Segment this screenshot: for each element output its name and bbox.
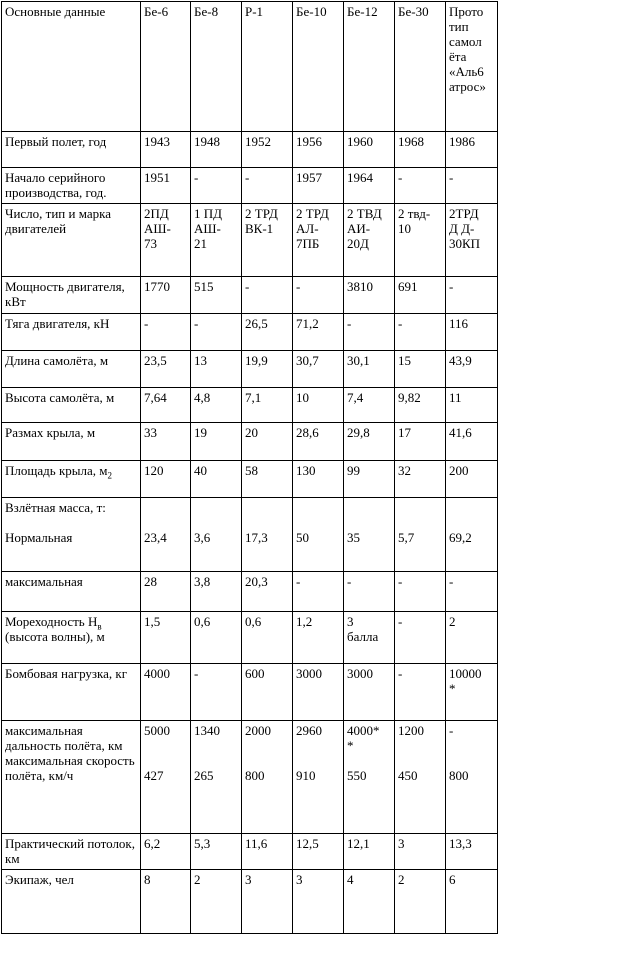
table-row [2,314,498,351]
table-cell: 11 [446,388,498,423]
table-cell: 4000* * 550 [344,721,395,834]
table-row [2,277,498,314]
table-cell: 1956 [293,132,344,168]
table-cell: - [395,314,446,351]
table-cell: 7,4 [344,388,395,423]
row-label-text: Бомбовая нагрузка, кг [5,666,128,681]
table-cell: 120 [141,461,191,498]
table-cell: 33 [141,423,191,461]
row-label [2,870,141,934]
table-cell: 1943 [141,132,191,168]
table-cell: 2000 800 [242,721,293,834]
row-label [2,461,141,498]
table-cell: - [395,572,446,612]
table-cell: 1,2 [293,612,344,664]
table-cell: 7,1 [242,388,293,423]
header-cell-model: Прото тип самол ёта «Аль6 атрос» [446,2,498,132]
row-label-text: Экипаж, чел [5,872,74,887]
table-cell: 32 [395,461,446,498]
table-cell: - [395,612,446,664]
table-body [2,2,498,934]
table-row [2,388,498,423]
table-cell: 2ПД АШ- 73 [141,204,191,277]
table-cell: 116 [446,314,498,351]
row-label-suffix: (высота волны), м [5,629,105,644]
table-cell: 200 [446,461,498,498]
table-cell: 1986 [446,132,498,168]
table-cell: 35 [344,498,395,572]
table-cell: 600 [242,664,293,721]
table-cell: 2 ТРД АЛ- 7ПБ [293,204,344,277]
table-cell: - [446,572,498,612]
table-row [2,572,498,612]
table-cell: - [446,277,498,314]
row-label [2,612,141,664]
table-cell: 40 [191,461,242,498]
table-cell: 20 [242,423,293,461]
table-cell: 3,6 [191,498,242,572]
row-label-text: Размах крыла, м [5,425,96,440]
row-label [2,388,141,423]
table-row [2,204,498,277]
row-label [2,834,141,870]
row-label-text: Площадь крыла, м [5,463,108,478]
table-cell: - 800 [446,721,498,834]
table-cell: - [141,314,191,351]
specifications-table [1,1,498,934]
row-label [2,277,141,314]
table-cell: 17 [395,423,446,461]
row-label [2,132,141,168]
table-cell: 2 ТРД ВК-1 [242,204,293,277]
table-cell: - [191,314,242,351]
table-cell: 10 [293,388,344,423]
table-cell: 3,8 [191,572,242,612]
table-cell: 130 [293,461,344,498]
table-cell: 1951 [141,168,191,204]
table-cell: - [293,277,344,314]
table-cell: 1957 [293,168,344,204]
table-row [2,721,498,834]
row-label-text: Число, тип и марка двигателей [5,206,112,236]
row-label [2,168,141,204]
table-row [2,498,498,572]
table-cell: 1960 [344,132,395,168]
table-cell: 69,2 [446,498,498,572]
table-cell: 41,6 [446,423,498,461]
table-row [2,664,498,721]
table-cell: 515 [191,277,242,314]
table-cell: 5,3 [191,834,242,870]
table-cell: - [344,314,395,351]
table-cell: 1770 [141,277,191,314]
table-row [2,834,498,870]
header-row [2,2,498,132]
row-label [2,423,141,461]
table-cell: 691 [395,277,446,314]
row-label-text: Высота самолёта, м [5,390,115,405]
row-label [2,721,141,834]
row-label-text: максимальная дальность полёта, км максимальная скорость полёта, км/ч [5,723,135,783]
table-cell: 23,5 [141,351,191,388]
table-cell: 2 [191,870,242,934]
header-cell-model: Р-1 [242,2,293,132]
header-cell-model: Бе-12 [344,2,395,132]
table-cell: 50 [293,498,344,572]
table-cell: 1968 [395,132,446,168]
row-label-text: максимальная [5,574,83,589]
table-cell: 1,5 [141,612,191,664]
table-cell: 3 [293,870,344,934]
table-row [2,168,498,204]
row-label [2,351,141,388]
table-cell: - [395,664,446,721]
table-cell: 11,6 [242,834,293,870]
row-label-text: Практический потолок, км [5,836,135,866]
table-cell: 2 ТВД АИ- 20Д [344,204,395,277]
table-cell: 4 [344,870,395,934]
row-label-text: Первый полет, год [5,134,107,149]
header-cell-model: Бе-8 [191,2,242,132]
table-cell: 5,7 [395,498,446,572]
header-cell-model: Бе-6 [141,2,191,132]
row-label-text: Начало серийного производства, год. [5,170,107,200]
table-row [2,132,498,168]
table-cell: 8 [141,870,191,934]
table-cell: - [191,168,242,204]
table-cell: 2ТРД Д Д- 30КП [446,204,498,277]
table-cell: - [395,168,446,204]
table-cell: - [242,168,293,204]
table-cell: 30,7 [293,351,344,388]
table-cell: 6,2 [141,834,191,870]
table-cell: 3000 [293,664,344,721]
table-cell: 30,1 [344,351,395,388]
row-label-subscript: в [97,621,102,632]
table-cell: 9,82 [395,388,446,423]
table-row [2,423,498,461]
table-cell: - [242,277,293,314]
table-cell: 2 твд- 10 [395,204,446,277]
table-row [2,351,498,388]
table-cell: 0,6 [242,612,293,664]
table-cell: 2 [395,870,446,934]
table-cell: 19,9 [242,351,293,388]
row-label-subscript: 2 [107,470,112,481]
table-cell: 3 балла [344,612,395,664]
table-cell: 19 [191,423,242,461]
table-cell: 13,3 [446,834,498,870]
table-cell: 12,5 [293,834,344,870]
table-cell: 3810 [344,277,395,314]
table-cell: - [344,572,395,612]
row-label [2,498,141,572]
row-label-text: Мореходность Н [5,614,98,629]
row-label-text: Тяга двигателя, кН [5,316,110,331]
row-label-text: Мощность двигателя, кВт [5,279,125,309]
table-cell: 3000 [344,664,395,721]
table-cell: 10000 * [446,664,498,721]
table-cell: 12,1 [344,834,395,870]
table-cell: 2 [446,612,498,664]
table-cell: 1964 [344,168,395,204]
table-cell: 6 [446,870,498,934]
table-row [2,461,498,498]
table-cell: 1948 [191,132,242,168]
table-cell: - [446,168,498,204]
row-label-text: Длина самолёта, м [5,353,109,368]
table-cell: 7,64 [141,388,191,423]
header-cell-model: Бе-30 [395,2,446,132]
table-cell: 29,8 [344,423,395,461]
table-cell: 13 [191,351,242,388]
row-label [2,572,141,612]
table-cell: 3 [242,870,293,934]
table-cell: 3 [395,834,446,870]
header-cell-label: Основные данные [2,2,141,132]
table-cell: 1 ПД АШ- 21 [191,204,242,277]
table-cell: 4000 [141,664,191,721]
table-cell: 4,8 [191,388,242,423]
table-cell: 28,6 [293,423,344,461]
table-cell: - [191,664,242,721]
table-cell: 43,9 [446,351,498,388]
table-cell: 71,2 [293,314,344,351]
table-cell: 1200 450 [395,721,446,834]
table-cell: 20,3 [242,572,293,612]
table-cell: 26,5 [242,314,293,351]
row-label [2,664,141,721]
table-row [2,612,498,664]
table-cell: - [293,572,344,612]
row-label-text: Взлётная масса, т: Нормальная [5,500,106,545]
table-cell: 1952 [242,132,293,168]
table-cell: 99 [344,461,395,498]
table-cell: 28 [141,572,191,612]
table-cell: 0,6 [191,612,242,664]
table-cell: 58 [242,461,293,498]
table-cell: 23,4 [141,498,191,572]
table-cell: 2960 910 [293,721,344,834]
table-cell: 17,3 [242,498,293,572]
table-cell: 1340 265 [191,721,242,834]
header-cell-model: Бе-10 [293,2,344,132]
row-label [2,204,141,277]
row-label [2,314,141,351]
table-row [2,870,498,934]
table-cell: 15 [395,351,446,388]
table-cell: 5000 427 [141,721,191,834]
